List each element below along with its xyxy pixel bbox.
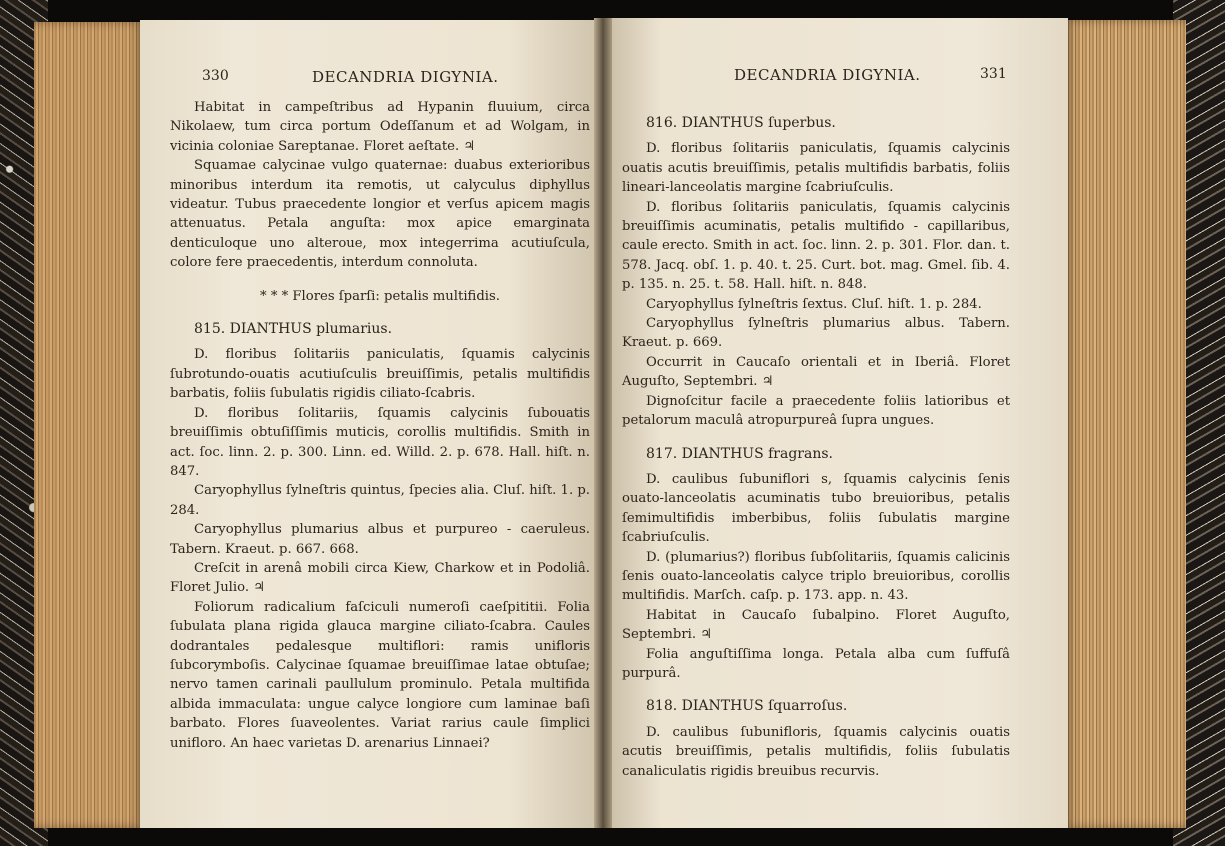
paragraph: Caryophyllus ſylneſtris ſextus. Cluſ. hiſt. 1. p. 284. [646, 296, 982, 312]
paragraph: D. floribus ſolitariis paniculatis, ſquamis calycinis ouatis acutis breuiſſimis, petalis multifidis barbatis, foliis lineari-lanceolatis margine ſcabriuſculis. [622, 141, 1010, 196]
paragraph: Habitat in campeſtribus ad Hypanin fluuium, circa Nikolaew, tum circa portum Odeſſanum et ad Wolgam, in vicinia coloniae Sareptanae. Floret aeſtate. ♃ [170, 100, 590, 154]
paragraph: Creſcit in arenâ mobili circa Kiew, Charkow et in Podoliâ. Floret Julio. ♃ [170, 560, 590, 596]
book-gutter [594, 18, 612, 828]
paragraph: Folia anguſtiſſima longa. Petala alba cum ſuffuſâ purpurâ. [622, 646, 1010, 681]
paragraph: D. floribus ſolitariis paniculatis, ſquamis calycinis breuiſſimis acuminatis, petalis multifido - capillaribus, caule erecto. Smith in act. ſoc. linn. 2. p. 301. Flor. dan. t. 578. Jacq. obſ. 1. p. 40. t. 25. Curt. bot. mag. Gmel. ſib. 4. p. 135. n. 25. t. 58. Hall. hiſt. n. 848. [622, 199, 1010, 293]
paragraph: Caryophyllus ſylneſtris quintus, ſpecies alia. Cluſ. hiſt. 1. p. 284. [170, 483, 590, 518]
paragraph: Caryophyllus plumarius albus et purpureo - caeruleus. Tabern. Kraeut. p. 667. 668. [170, 522, 590, 557]
paragraph: Squamae calycinae vulgo quaternae: duabus exterioribus minoribus interdum ita remotis, ut calyculus diphyllus videatur. Tubus praecedente longior et verſus apicem magis attenuatus. Petala anguſta: mox apice emarginata denticuloque uno alteroue, mox integerrima acutiuſcula, colore fere praecedentis, interdum connoluta. [170, 158, 590, 271]
paragraph: D. caulibus ſubuniflori s, ſquamis calycinis ſenis ouato-lanceolatis acuminatis tubo breuioribus, petalis ſemimultifidis imberbibus, foliis ſubulatis margine ſcabriuſculis. [622, 471, 1010, 546]
page-edges-left [34, 22, 144, 828]
paragraph: Caryophyllus ſylneſtris plumarius albus. Tabern. Kraeut. p. 669. [622, 316, 1010, 351]
right-running-head: DECANDRIA DIGYNIA. [734, 66, 921, 84]
paragraph: D. floribus ſolitariis, ſquamis calycinis ſubouatis breuiſſimis obtuſiſſimis muticis, corollis multifidis. Smith in act. ſoc. linn. 2. p. 300. Linn. ed. Willd. 2. p. 678. Hall. hiſt. n. 847. [170, 405, 590, 479]
paragraph: Foliorum radicalium faſciculi numeroſi caeſpititii. Folia ſubulata plana rigida glauca margine ciliato-ſcabra. Caules dodrantales pedalesque multiflori: ramis unifloris ſubcorymboſis. Calycinae ſquamae breuiſſimae latae obtuſae; nervo tamen carinali paullulum prominulo. Petala multifida albida immaculata: ungue calyce longiore cum laminae baſi barbato. Flores ſuaveolentes. Variat rarius caule ſimplici unifloro. An haec varietas D. arenarius Linnaei? [170, 599, 590, 751]
paragraph: Occurrit in Caucaſo orientali et in Iberiâ. Floret Auguſto, Septembri. ♃ [622, 354, 1010, 390]
page-edges-right [1064, 20, 1186, 828]
paragraph: Habitat in Caucaſo ſubalpino. Floret Auguſto, Septembri. ♃ [622, 607, 1010, 643]
paragraph: D. caulibus ſubunifloris, ſquamis calycinis ouatis acutis breuiſſimis, petalis multifidis, foliis ſubulatis canaliculatis rigidis breuibus recurvis. [622, 724, 1010, 779]
species-heading: 816. DIANTHUS ſuperbus. [646, 115, 836, 131]
right-page-body [622, 100, 1010, 781]
paragraph: Dignoſcitur facile a praecedente foliis latioribus et petalorum maculâ atropurpureâ ſupra ungues. [622, 393, 1010, 429]
right-page-number: 331 [980, 66, 1007, 82]
species-heading: 818. DIANTHUS ſquarroſus. [646, 698, 848, 715]
left-page-number: 330 [202, 68, 229, 84]
paragraph: D. (plumarius?) floribus ſubſolitariis, ſquamis calicinis ſenis ouato-lanceolatis calyce triplo breuioribus, corollis multifidis. Marſch. caſp. p. 173. app. n. 43. [622, 549, 1010, 604]
left-running-head: DECANDRIA DIGYNIA. [312, 68, 499, 86]
left-page-body [170, 98, 590, 753]
species-heading: 817. DIANTHUS fragrans. [646, 445, 833, 462]
paragraph: * * * Flores ſparſi: petalis multifidis. [260, 288, 500, 304]
paragraph: D. floribus ſolitariis paniculatis, ſquamis calycinis ſubrotundo-ouatis acutiuſculis breuiſſimis, petalis multifidis barbatis, foliis ſubulatis rigidis ciliato-ſcabris. [170, 347, 590, 402]
species-heading: 815. DIANTHUS plumarius. [194, 321, 393, 338]
